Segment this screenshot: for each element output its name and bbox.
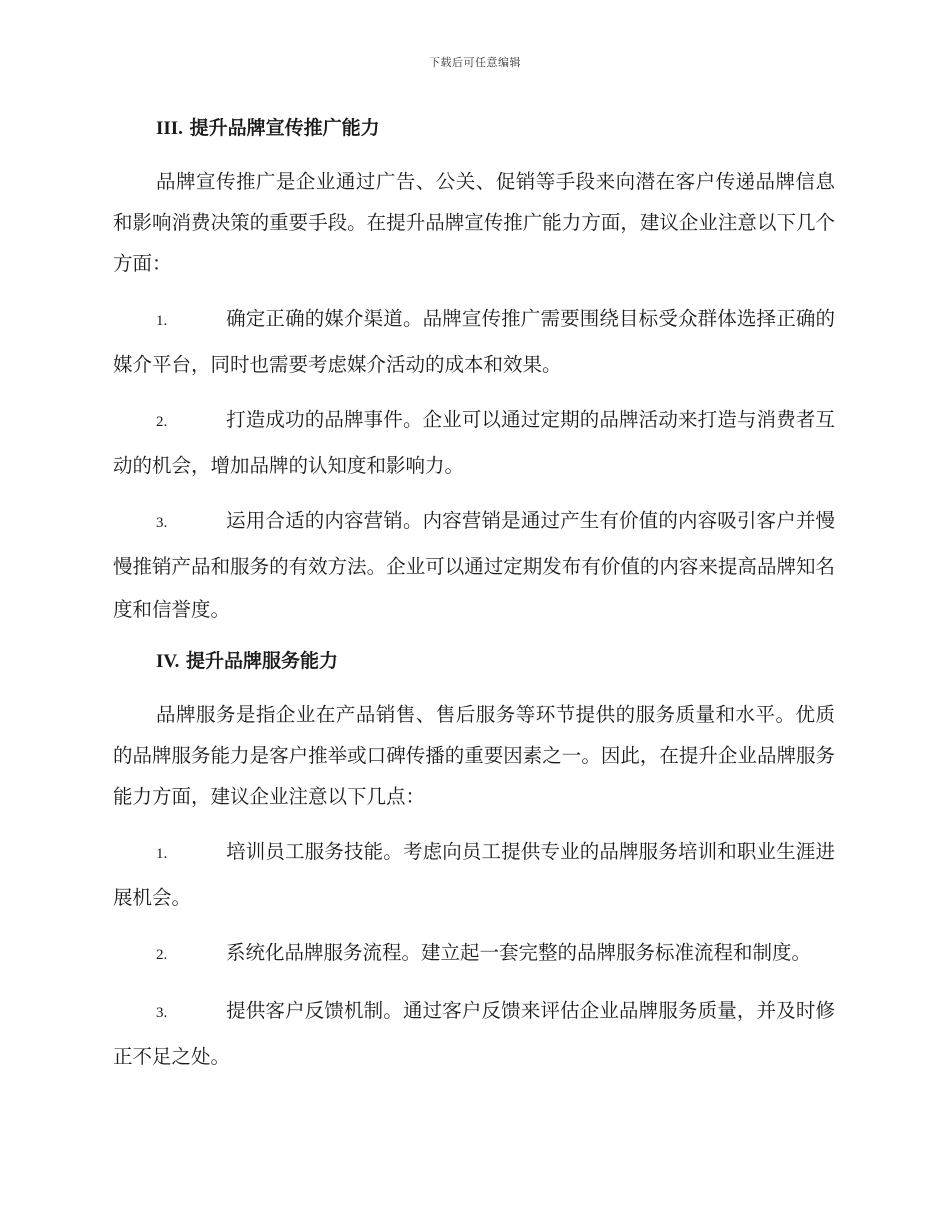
- list-item-text: 提供客户反馈机制。通过客户反馈来评估企业品牌服务质量，并及时修正不足之处。: [113, 999, 835, 1068]
- list-item: [113, 931, 835, 977]
- list-item-number: 2.: [156, 414, 168, 430]
- section-number: IV.: [156, 651, 180, 672]
- section-intro: 品牌服务是指企业在产品销售、售后服务等环节提供的服务质量和水平。优质的品牌服务能力是客户推举或口碑传播的重要因素之一。因此，在提升企业品牌服务能力方面，建议企业注意以下几点：: [113, 703, 835, 808]
- section-intro: 品牌宣传推广是企业通过广告、公关、促销等手段来向潜在客户传递品牌信息和影响消费决策的重要手段。在提升品牌宣传推广能力方面，建议企业注意以下几个方面：: [113, 170, 835, 275]
- section-brand-promotion: [113, 110, 835, 631]
- list-item-number: 2.: [156, 947, 168, 963]
- document-body: [113, 110, 835, 1090]
- list-item-text: 系统化品牌服务流程。建立起一套完整的品牌服务标准流程和制度。: [226, 941, 812, 964]
- section-heading: [156, 110, 835, 147]
- list-item-number: 1.: [156, 846, 168, 862]
- list-item-number: 3.: [156, 515, 168, 531]
- list-item-text: 打造成功的品牌事件。企业可以通过定期的品牌活动来打造与消费者互动的机会，增加品牌的认知度和影响力。: [113, 408, 835, 477]
- section-brand-service: [113, 643, 835, 1078]
- section-title: 提升品牌服务能力: [186, 650, 339, 672]
- list-item-text: 确定正确的媒介渠道。品牌宣传推广需要围绕目标受众群体选择正确的媒介平台，同时也需要考虑媒介活动的成本和效果。: [113, 307, 835, 376]
- list-item: [113, 499, 835, 631]
- section-heading: [156, 643, 835, 680]
- list-item-text: 运用合适的内容营销。内容营销是通过产生有价值的内容吸引客户并慢慢推销产品和服务的有效方法。企业可以通过定期发布有价值的内容来提高品牌知名度和信誉度。: [113, 509, 835, 621]
- list-item: [113, 398, 835, 487]
- list-item: [113, 989, 835, 1078]
- header-note: 下载后可任意编辑: [429, 56, 521, 69]
- section-title: 提升品牌宣传推广能力: [189, 117, 380, 139]
- section-number: III.: [156, 118, 183, 139]
- list-item: [113, 297, 835, 386]
- list-item: [113, 830, 835, 919]
- list-item-number: 1.: [156, 313, 168, 329]
- list-item-number: 3.: [156, 1005, 168, 1021]
- list-item-text: 培训员工服务技能。考虑向员工提供专业的品牌服务培训和职业生涯进展机会。: [113, 840, 835, 909]
